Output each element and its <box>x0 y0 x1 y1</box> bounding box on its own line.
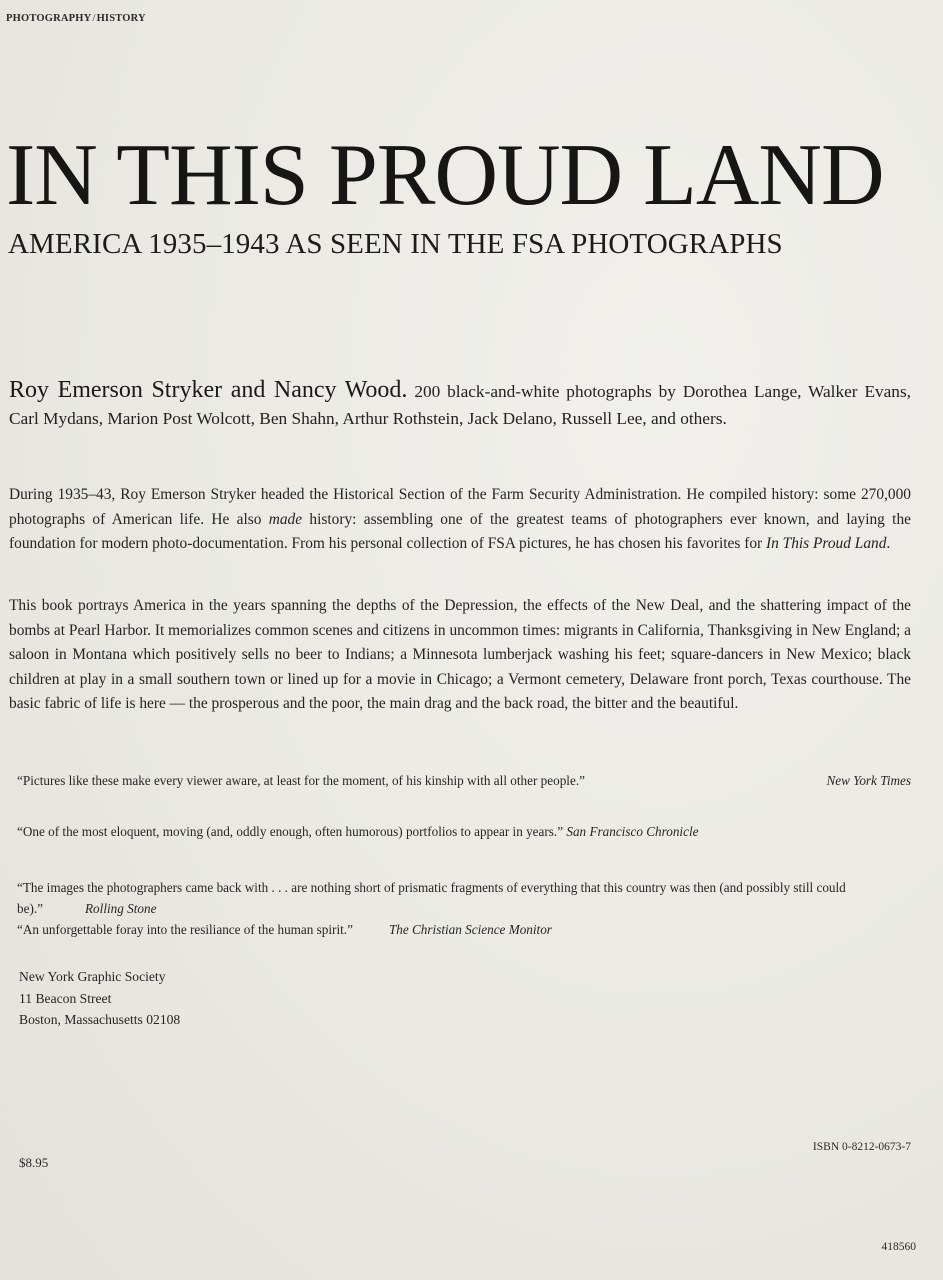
review-quote <box>17 919 911 940</box>
quote-text: “The images the photographers came back with . . . are nothing short of prismatic fragments of everything that this country was then (and possibly still could be).” <box>17 880 846 916</box>
description-paragraph-2: This book portrays America in the years spanning the depths of the Depression, the effects of the New Deal, and the shattering impact of the bombs at Pearl Harbor. It memorializes common scenes and citizens in uncommon times: migrants in California, Thanksgiving in New England; a saloon in Montana which positively sells no beer to Indians; a Minnesota lumberjack washing his feet; square-dancers in New Mexico; black children at play in a small southern town or lined up for a movie in Chicago; a Vermont cemetery, Delaware front porch, Texas courthouse. The basic fabric of life is here — the prosperous and the poor, the main drag and the back road, the bitter and the beautiful. <box>9 597 911 712</box>
review-quote <box>17 877 911 919</box>
photographers-credit: 200 black-and-white photographs by Dorothea Lange, Walker Evans, Carl Mydans, Marion Post Wolcott, Ben Shahn, Arthur Rothstein, Jack Delano, Russell Lee, and others. <box>9 382 911 428</box>
book-title: IN THIS PROUD LAND <box>6 127 884 224</box>
publisher-city: Boston, Massachusetts 02108 <box>19 1012 181 1027</box>
review-quote <box>17 821 911 842</box>
price: $8.95 <box>19 1155 49 1170</box>
quote-source: San Francisco Chronicle <box>566 824 699 839</box>
quote-source: The Christian Science Monitor <box>388 922 552 937</box>
category-label <box>6 13 146 24</box>
category-separator: / <box>92 13 96 24</box>
quote-source: Rolling Stone <box>85 901 157 916</box>
quote-text: “One of the most eloquent, moving (and, oddly enough, often humorous) portfolios to appear in years.” <box>17 824 564 839</box>
description-paragraph-1 <box>9 483 911 557</box>
review-quote <box>17 770 911 791</box>
catalog-code: 418560 <box>881 1241 916 1253</box>
quote-source: New York Times <box>826 773 911 788</box>
quote-text: “Pictures like these make every viewer aware, at least for the moment, of his kinship with all other people.” <box>17 773 585 788</box>
desc-p1-text-b: history: assembling one of the greatest teams of photographers ever known, and laying the foundation for modern photo-documentation. From his personal collection of FSA pictures, he has chosen his favorites for <box>9 510 911 552</box>
authors: Roy Emerson Stryker and Nancy Wood. <box>9 377 408 403</box>
book-subtitle: AMERICA 1935–1943 AS SEEN IN THE FSA PHOTOGRAPHS <box>8 228 783 260</box>
desc-p1-emphasis: made <box>268 510 303 528</box>
quote-text: “An unforgettable foray into the resiliance of the human spirit.” <box>17 922 353 937</box>
publisher-address <box>19 966 180 1031</box>
publisher-street: 11 Beacon Street <box>19 990 112 1006</box>
credits-block <box>9 377 911 432</box>
desc-p1-end: . <box>886 535 891 552</box>
category-history: HISTORY <box>96 13 146 24</box>
category-photography: PHOTOGRAPHY <box>6 13 92 24</box>
isbn: ISBN 0-8212-0673-7 <box>812 1141 911 1153</box>
publisher-name: New York Graphic Society <box>19 969 166 984</box>
desc-p1-text-a: During 1935–43, Roy Emerson Stryker headed the Historical Section of the Farm Security Administration. He compiled history: some 270,000 photographs of American life. He also <box>9 486 911 528</box>
desc-p1-book-title: In This Proud Land <box>765 535 887 552</box>
